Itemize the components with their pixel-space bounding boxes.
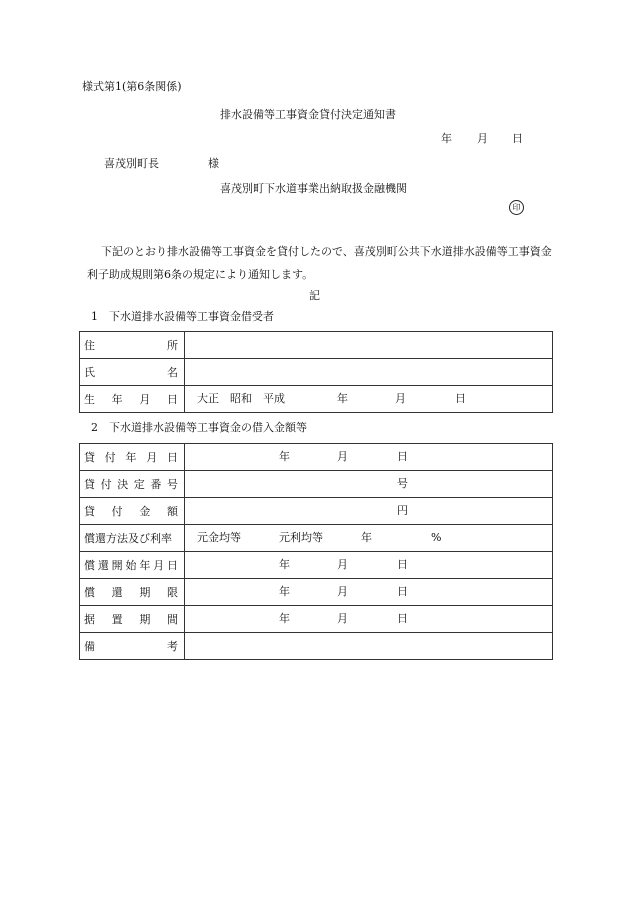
label-birthdate: 生 年 月 日 <box>84 393 178 406</box>
row-loan-date <box>80 444 553 471</box>
date-day: 日 <box>512 132 523 145</box>
label-grace-period: 据 置 期 間 <box>84 613 178 626</box>
seal-icon: 印 <box>509 200 524 215</box>
label-loan-date: 貸 付 年 月 日 <box>84 451 178 464</box>
option-annuity[interactable]: 元利均等 <box>279 531 323 544</box>
label-address: 住 所 <box>84 339 178 352</box>
grace-period-value[interactable]: 年 月 日 <box>185 606 553 633</box>
address-value[interactable] <box>185 332 553 359</box>
name-value[interactable] <box>185 359 553 386</box>
era-options: 大正 昭和 平成 <box>197 392 285 405</box>
date-month: 月 <box>477 132 488 145</box>
remarks-value[interactable] <box>185 633 553 660</box>
label-remarks: 備 考 <box>84 640 178 653</box>
row-repayment-start <box>80 552 553 579</box>
label-loan-amount: 貸 付 金 額 <box>84 505 178 518</box>
row-name <box>80 359 553 386</box>
sender: 喜茂別町下水道事業出納取扱金融機関 <box>220 182 407 195</box>
loan-table <box>79 443 553 660</box>
label-decision-number: 貸 付 決 定 番 号 <box>84 478 178 491</box>
row-grace-period <box>80 606 553 633</box>
document-title: 排水設備等工事資金貸付決定通知書 <box>220 108 396 121</box>
label-name: 氏 名 <box>84 366 178 379</box>
section1-heading: 1 下水道排水設備等工事資金借受者 <box>91 310 274 323</box>
decision-number-value[interactable]: 号 <box>185 471 553 498</box>
section2-heading: 2 下水道排水設備等工事資金の借入金額等 <box>91 421 307 434</box>
option-principal-equal[interactable]: 元金均等 <box>197 531 241 544</box>
body-text: 下記のとおり排水設備等工事資金を貸付したので、喜茂別町公共下水道排水設備等工事資金利子助成規則第6条の規定により通知します。 <box>87 245 552 281</box>
repayment-deadline-value[interactable]: 年 月 日 <box>185 579 553 606</box>
label-repayment-deadline: 償 還 期 限 <box>84 586 178 599</box>
row-repayment-deadline <box>80 579 553 606</box>
repayment-start-value[interactable]: 年 月 日 <box>185 552 553 579</box>
label-repayment-method: 償還方法及び利率 <box>84 532 172 545</box>
birthdate-value[interactable] <box>185 386 553 413</box>
honorific: 様 <box>208 157 219 170</box>
repayment-method-value[interactable]: 元金均等 元利均等 年 % <box>185 525 553 552</box>
row-birthdate <box>80 386 553 413</box>
row-decision-number <box>80 471 553 498</box>
recipient: 喜茂別町長 <box>104 157 159 170</box>
date-year: 年 <box>441 132 452 145</box>
loan-amount-value[interactable]: 円 <box>185 498 553 525</box>
loan-date-value[interactable]: 年 月 日 <box>185 444 553 471</box>
seal-mark <box>509 200 524 215</box>
row-address <box>80 332 553 359</box>
ki-mark: 記 <box>309 289 320 302</box>
birth-month: 月 <box>395 392 406 405</box>
birth-day: 日 <box>455 392 466 405</box>
form-number: 様式第1(第6条関係) <box>82 80 182 93</box>
label-repayment-start: 償 還 開 始 年 月 日 <box>84 559 178 572</box>
row-loan-amount <box>80 498 553 525</box>
row-remarks <box>80 633 553 660</box>
row-repayment-method <box>80 525 553 552</box>
borrower-table <box>79 331 553 413</box>
birth-year: 年 <box>337 392 348 405</box>
